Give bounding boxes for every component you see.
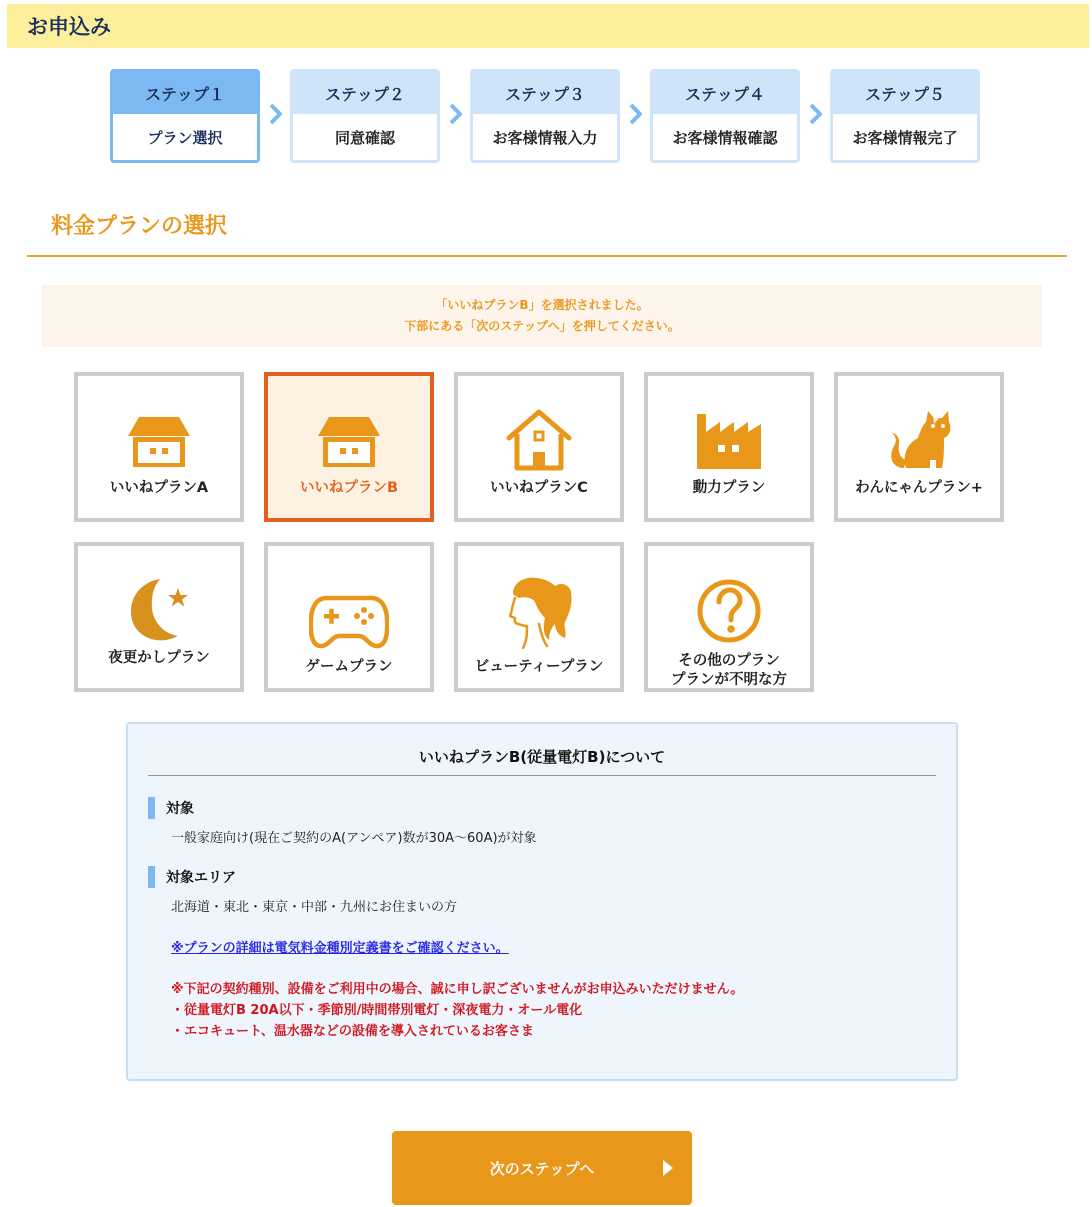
factory-icon (696, 412, 762, 470)
warning-line-3: ・エコキュート、温水器などの設備を導入されているお客さま (171, 1024, 534, 1039)
gamepad-icon (309, 594, 389, 650)
target-heading-text: 対象 (166, 801, 194, 817)
area-text: 北海道・東北・東京・中部・九州にお住まいの方 (171, 900, 458, 915)
target-heading (148, 797, 194, 819)
plan-detail-link[interactable]: ※プランの詳細は電気料金種別定義書をご確認ください。 (171, 941, 509, 956)
page-header (7, 4, 1089, 48)
house-outline-icon (506, 408, 572, 472)
moon-star-icon (126, 576, 192, 646)
plan-card-game[interactable] (264, 542, 434, 692)
plan-card-beauty[interactable] (454, 542, 624, 692)
next-step-button[interactable] (392, 1131, 692, 1205)
selection-notice (42, 285, 1042, 347)
warning-line-2: ・従量電灯B 20A以下・季節別/時間帯別電灯・深夜電力・オール電化 (171, 1003, 583, 1018)
step-3 (470, 69, 620, 163)
plan-label: ビューティープラン (474, 659, 604, 675)
plan-card-yofukashi[interactable] (74, 542, 244, 692)
plan-label-line-2: プランが不明な方 (671, 672, 787, 688)
step-4 (650, 69, 800, 163)
next-step-label: 次のステップへ (489, 1159, 595, 1178)
plan-label: いいねプランB (299, 480, 399, 496)
house-icon (127, 416, 191, 468)
section-title: 料金プランの選択 (51, 214, 228, 239)
plan-card-iine-b[interactable] (264, 372, 434, 522)
plan-label: いいねプランA (109, 480, 209, 496)
plan-label: 動力プラン (692, 480, 766, 496)
heading-bar (148, 797, 155, 819)
cat-icon (886, 408, 952, 472)
plan-label: ゲームプラン (305, 659, 393, 675)
plan-label: わんにゃんプラン+ (855, 480, 983, 496)
plan-card-wannyan[interactable] (834, 372, 1004, 522)
notice-line-2: 下部にある「次のステップへ」を押してください。 (404, 319, 680, 333)
step-number: ステップ１ (113, 72, 257, 114)
step-number: ステップ２ (293, 72, 437, 114)
plan-label (648, 652, 810, 690)
chevron-right-icon (448, 102, 464, 126)
step-number: ステップ５ (833, 72, 977, 114)
play-arrow-icon (662, 1159, 674, 1177)
page-title: お申込み (27, 15, 111, 39)
step-label: 同意確認 (334, 128, 395, 147)
step-5 (830, 69, 980, 163)
step-label: お客様情報完了 (852, 128, 958, 147)
house-icon (317, 416, 381, 468)
plan-card-other[interactable] (644, 542, 814, 692)
plan-card-iine-c[interactable] (454, 372, 624, 522)
step-number: ステップ４ (653, 72, 797, 114)
target-text: 一般家庭向け(現在ご契約のA(アンペア)数が30A〜60A)が対象 (171, 831, 537, 846)
section-divider (27, 255, 1067, 257)
plan-card-douryoku[interactable] (644, 372, 814, 522)
warning-line-1: ※下記の契約種別、設備をご利用中の場合、誠に申し訳ございませんがお申込みいただけません。 (171, 982, 744, 997)
step-label: お客様情報確認 (672, 128, 778, 147)
notice-line-1: 「いいねプランB」を選択されました。 (435, 298, 649, 312)
woman-profile-icon (499, 574, 579, 650)
plan-label-line-1: その他のプラン (678, 653, 780, 669)
plan-label: いいねプランC (490, 480, 588, 496)
heading-bar (148, 866, 155, 888)
plan-card-iine-a[interactable] (74, 372, 244, 522)
info-divider (148, 775, 936, 776)
step-2 (290, 69, 440, 163)
chevron-right-icon (808, 102, 824, 126)
chevron-right-icon (628, 102, 644, 126)
plan-label: 夜更かしプラン (108, 650, 210, 666)
step-1 (110, 69, 260, 163)
step-label: お客様情報入力 (492, 128, 598, 147)
plan-info-panel (126, 722, 958, 1081)
info-title: いいねプランB(従量電灯B)について (418, 748, 666, 766)
chevron-right-icon (268, 102, 284, 126)
step-label: プラン選択 (147, 128, 223, 147)
area-heading (148, 866, 236, 888)
question-icon (696, 578, 762, 644)
step-number: ステップ３ (473, 72, 617, 114)
area-heading-text: 対象エリア (166, 870, 236, 886)
